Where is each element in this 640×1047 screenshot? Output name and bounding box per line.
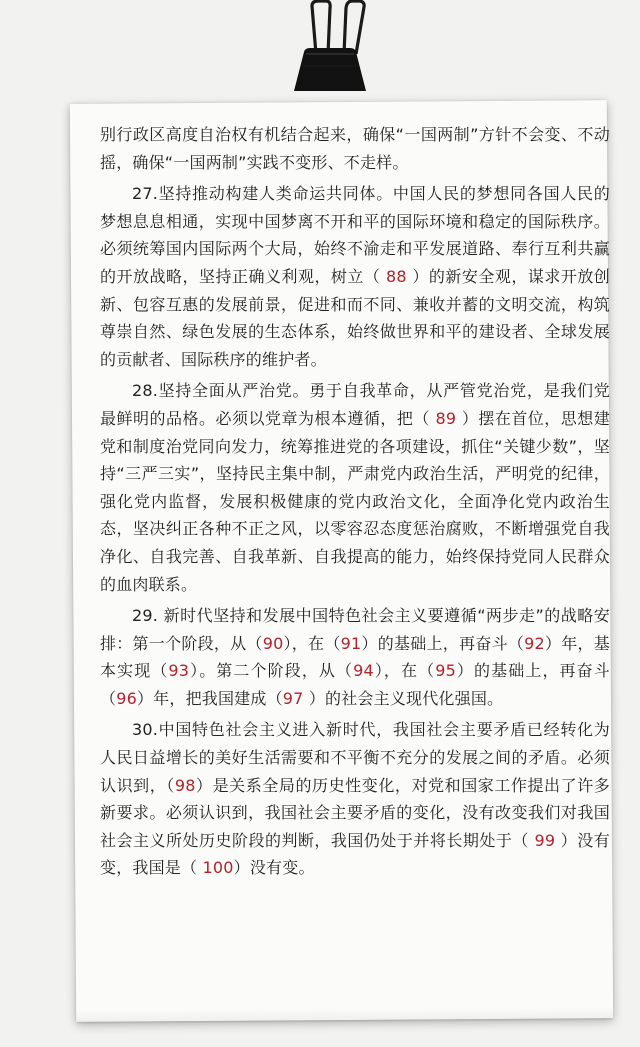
paragraph-text: ）的基础上，再奋斗（ bbox=[100, 661, 610, 708]
paragraph-text: ）年，基本实现（ bbox=[100, 633, 610, 681]
paragraph-text: 27.坚持推动构建人类命运共同体。中国人民的梦想同各国人民的梦想息息相通，实现中国梦离不开和平的国际环境和稳定的国际秩序。必须统筹国内国际两个大局，始终不渝走和平发展道路、奉行互利共赢的开放战略，坚持正确义利观，树立（ bbox=[100, 184, 610, 286]
paragraph-p29 bbox=[100, 602, 610, 712]
paragraph-text: 30.中国特色社会主义进入新时代，我国社会主要矛盾已经转化为人民日益增长的美好生活需要和不平衡不充分的发展之间的矛盾。必须认识到，（ bbox=[100, 720, 610, 795]
blank-answer-95: 95 bbox=[435, 661, 457, 681]
paragraph-text: ）。第二个阶段，从（ bbox=[189, 661, 354, 681]
blank-answer-96: 96 bbox=[116, 688, 137, 708]
paragraph-p30 bbox=[100, 716, 610, 882]
blank-answer-92: 92 bbox=[524, 633, 545, 653]
paragraph-p26-end bbox=[100, 121, 610, 176]
blank-answer-94: 94 bbox=[353, 661, 374, 681]
paragraph-text: ）没有变，我国是（ bbox=[100, 830, 610, 878]
paragraph-p27 bbox=[100, 180, 610, 373]
paragraph-text: ）的社会主义现代化强国。 bbox=[303, 688, 504, 708]
paragraph-text: ）的新安全观，谋求开放创新、包容互惠的发展前景，促进和而不同、兼收并蓄的文明交流，构筑尊崇自然、绿色发展的生态体系，始终做世界和平的建设者、全球发展的贡献者、国际秩序的维护者。 bbox=[100, 266, 611, 369]
blank-answer-91: 91 bbox=[340, 633, 362, 653]
binder-clip-icon bbox=[290, 0, 370, 92]
paragraph-text: ），在（ bbox=[283, 633, 341, 653]
blank-answer-93: 93 bbox=[168, 661, 190, 681]
blank-answer-89: 89 bbox=[435, 408, 457, 428]
paragraph-text: 别行政区高度自治权有机结合起来，确保“一国两制”方针不会变、不动摇，确保“一国两制”实践不变形、不走样。 bbox=[100, 125, 610, 172]
paragraph-text: ）年，把我国建成（ bbox=[136, 688, 283, 708]
paragraph-text: ）的基础上，再奋斗（ bbox=[361, 633, 525, 653]
document-body bbox=[100, 121, 610, 886]
blank-answer-88: 88 bbox=[386, 266, 407, 286]
blank-answer-98: 98 bbox=[174, 775, 196, 795]
blank-answer-97: 97 bbox=[282, 688, 304, 708]
paragraph-text: ）是关系全局的历史性变化，对党和国家工作提出了许多新要求。必须认识到，我国社会主要矛盾的变化，没有改变我们对我国社会主义所处历史阶段的判断，我国仍处于并将长期处于（ bbox=[100, 775, 610, 850]
blank-answer-90: 90 bbox=[262, 633, 284, 653]
blank-answer-100: 100 bbox=[202, 858, 234, 878]
blank-answer-99: 99 bbox=[534, 830, 556, 850]
paragraph-text: ）摆在首位，思想建党和制度治党同向发力，统筹推进党的各项建设，抓住“关键少数”，坚持“三严三实”，坚持民主集中制，严肃党内政治生活，严明党的纪律，强化党内监督，发展积极健康的党内政治文化，全面净化党内政治生态，坚决纠正各种不正之风，以零容忍态度惩治腐败，不断增强党自我净化、自我完善、自我革新、自我提高的能力，始终保持党同人民群众的血肉联系。 bbox=[100, 408, 610, 594]
paragraph-text: 29. 新时代坚持和发展中国特色社会主义要遵循“两步走”的战略安排：第一个阶段，从（ bbox=[100, 606, 610, 653]
paragraph-text: ）没有变。 bbox=[233, 858, 315, 878]
paragraph-text: 28.坚持全面从严治党。勇于自我革命，从严管党治党，是我们党最鲜明的品格。必须以党章为根本遵循，把（ bbox=[100, 381, 610, 428]
paragraph-text: ），在（ bbox=[373, 661, 436, 681]
paragraph-p28 bbox=[100, 377, 610, 598]
